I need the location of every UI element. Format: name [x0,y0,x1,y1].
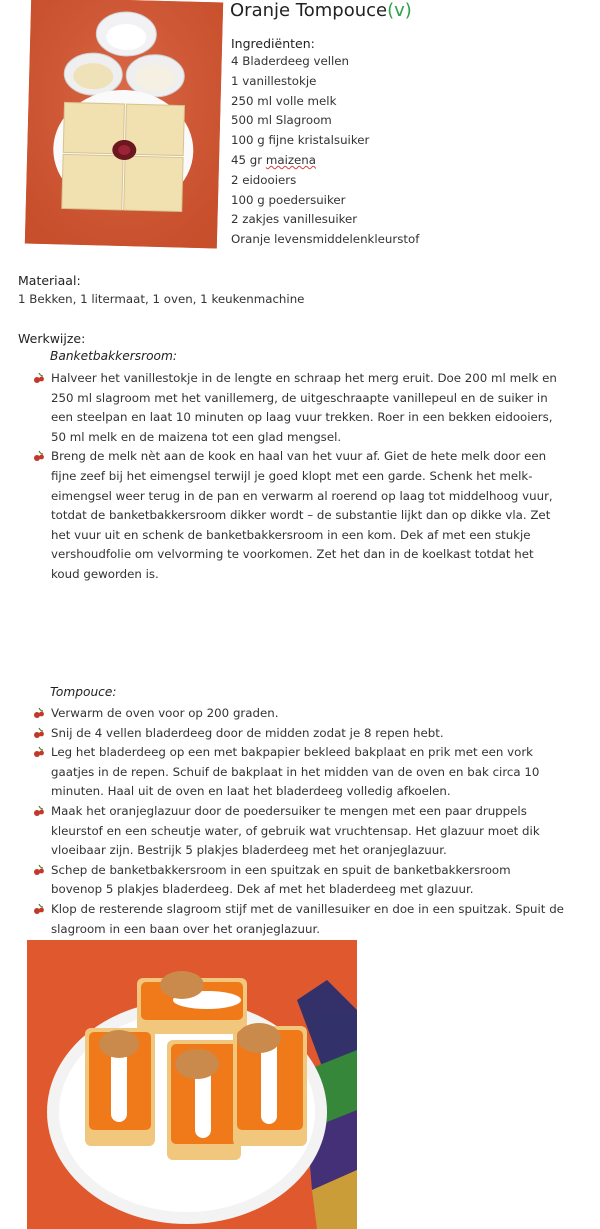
ingredient-item: 250 ml volle melk [231,93,337,108]
step-text-line: Leg het bladerdeeg op een met bakpapier bekleed bakplaat en prik met een vork [51,745,533,760]
recipe-title-text: Oranje Tompouce [230,0,388,21]
section-heading-banketbakkersroom: Banketbakkersroom: [50,349,177,363]
ingredient-item: Oranje levensmiddelenkleurstof [231,232,420,247]
cherry-bullet-icon [33,372,45,384]
materials-text: 1 Bekken, 1 litermaat, 1 oven, 1 keukenmachine [18,292,305,306]
cherry-bullet-icon [33,805,45,817]
tompouce-steps [33,704,564,939]
ingredient-item [231,151,419,171]
step-text-line: bovenop 5 plakjes bladerdeeg. Dek af met het bladerdeeg met glazuur. [51,882,474,897]
ingredients-heading: Ingrediënten: [231,36,315,51]
ingredient-item: 2 eidooiers [231,172,297,187]
cherry-bullet-icon [33,864,45,876]
step-item [33,447,557,584]
step-text-line: eimengsel weer terug in de pan en verwarm al roerend op laag tot middelhoog vuur, [51,488,553,503]
cherry-bullet-icon [33,450,45,462]
step-text-line: fijne zeef bij het eimengsel terwijl je goed klopt met een garde. Schenk het melk- [51,468,533,483]
ingredient-item: 1 vanillestokje [231,73,317,88]
cherry-bullet-icon [33,746,45,758]
step-text-line: totdat de banketbakkersroom dikker wordt – de substantie lijkt dan op dikke vla. Zet [51,508,551,523]
step-item [33,861,564,900]
step-text-line: Schep de banketbakkersroom in een spuitzak en spuit de banketbakkersroom [51,862,511,877]
step-text-line: vershoudfolie om velvorming te voorkomen. Zet het dan in de koelkast totdat het [51,547,534,562]
ingredient-item: 100 g fijne kristalsuiker [231,133,370,148]
step-text-line: Maak het oranjeglazuur door de poedersuiker te mengen met een paar druppels [51,803,527,818]
step-item [33,369,557,447]
step-item [33,724,564,744]
step-text-line: 250 ml slagroom met het vanillemerg, de uitgeschraapte vanillepeul en de suiker in [51,390,548,405]
vegetarian-marker: (v) [387,0,412,21]
step-item [33,900,564,939]
materials-heading: Materiaal: [18,273,81,288]
ingredient-item: 4 Bladerdeeg vellen [231,54,350,68]
step-text-line: Klop de resterende slagroom stijf met de vanillesuiker en doe in een spuitzak. Spuit de [51,901,564,916]
step-text-line: het vuur uit en schenk de banketbakkersroom in een kom. Dek af met een stukje [51,527,531,542]
step-text-line: Snij de 4 vellen bladerdeeg door de midden zodat je 8 repen hebt. [51,725,444,740]
step-item [33,743,564,802]
step-text-line: minuten. Haal uit de oven en laat het bladerdeeg volledig afkoelen. [51,784,451,799]
ingredients-photo [25,0,223,248]
step-item [33,704,564,724]
step-text-line: een steelpan en laat 10 minuten op laag vuur trekken. Roer in een bekken eidooiers, [51,410,553,425]
cherry-bullet-icon [33,707,45,719]
step-text-line: Breng de melk nèt aan de kook en haal van het vuur af. Giet de hete melk door een [51,449,547,464]
tompouce-photo [27,940,357,1229]
section-heading-tompouce: Tompouce: [50,685,117,699]
ingredient-item: 2 zakjes vanillesuiker [231,212,358,227]
step-item [33,802,564,861]
cherry-bullet-icon [33,903,45,915]
ingredient-amount: 45 gr [231,152,266,167]
step-text-line: kleurstof en een scheutje water, of gebruik wat vruchtensap. Het glazuur moet dik [51,823,540,838]
step-text-line: slagroom in een baan over het oranjeglazuur. [51,921,320,936]
tompouce-photo-illustration [27,940,357,1229]
ingredient-item: 500 ml Slagroom [231,113,332,128]
step-text-line: 50 ml melk en de maizena tot een glad mengsel. [51,429,342,444]
ingredient-item: 100 g poedersuiker [231,192,346,207]
ingredients-photo-illustration [25,0,223,248]
banketbakkersroom-steps [33,369,557,585]
step-text-line: Verwarm de oven voor op 200 graden. [51,706,279,720]
cherry-bullet-icon [33,727,45,739]
ingredient-maizena-word: maizena [265,152,317,167]
step-text-line: vloeibaar zijn. Bestrijk 5 plakjes bladerdeeg met het oranjeglazuur. [51,843,447,858]
recipe-title [230,0,412,21]
method-heading: Werkwijze: [18,331,86,346]
step-text-line: koud geworden is. [51,566,159,581]
step-text-line: gaatjes in de repen. Schuif de bakplaat in het midden van de oven en bak circa 10 [51,764,540,779]
step-text-line: Halveer het vanillestokje in de lengte en schraap het merg eruit. Doe 200 ml melk en [51,371,557,385]
ingredients-list [231,52,419,250]
